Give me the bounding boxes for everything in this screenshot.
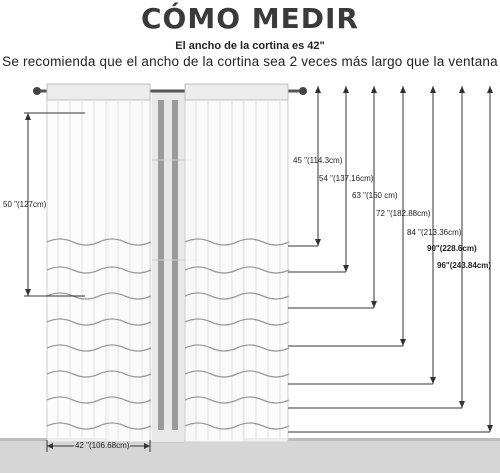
curtain-width-subtitle: El ancho de la cortina es 42"	[175, 40, 325, 52]
page-title: CÓMO MEDIR	[141, 2, 359, 35]
curtain-panel-right	[185, 84, 289, 442]
length-label-72: 72 "(182.88cm)	[376, 209, 431, 218]
recommendation-note: Se recomienda que el ancho de la cortina sea 2 veces más largo que la ventana	[2, 54, 498, 69]
curtain-panel-left	[47, 84, 151, 442]
length-label-45: 45 "(114.3cm)	[293, 156, 343, 165]
drop-label: 50 "(127cm)	[3, 200, 47, 209]
length-label-84: 84 "(213.36cm)	[407, 228, 462, 237]
length-label-54: 54 "(137.16cm)	[319, 174, 374, 183]
width-label: 42 "(106.68cm)	[75, 441, 130, 450]
length-dimension-lines	[288, 86, 493, 432]
length-label-63: 63 "(160 cm)	[352, 191, 398, 200]
length-label-96: 96"(243.84cm)	[437, 261, 492, 270]
length-label-90: 90"(228.6cm)	[427, 244, 477, 253]
